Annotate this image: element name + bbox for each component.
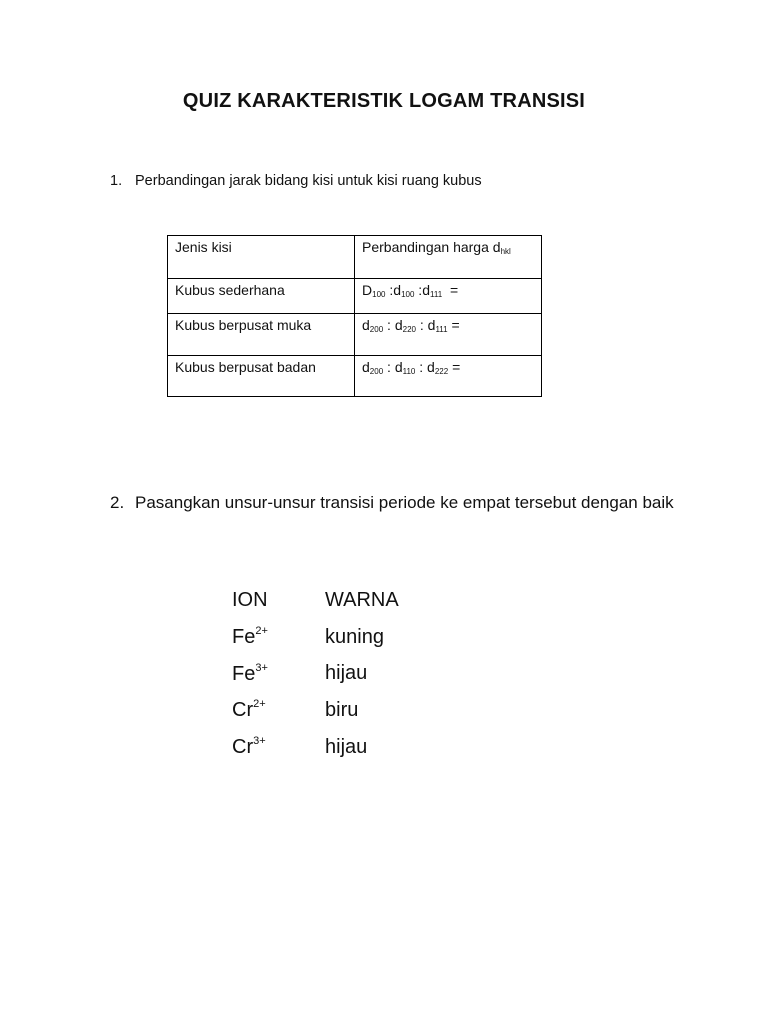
page-title: QUIZ KARAKTERISTIK LOGAM TRANSISI: [182, 90, 586, 112]
table-row: [168, 356, 542, 397]
table-header-cell: Perbandingan harga $d_{hkl}$: [355, 236, 542, 279]
ion-color-list: [232, 582, 399, 765]
question-text: Pasangkan unsur-unsur transisi periode ke empat tersebut dengan baik: [135, 493, 674, 512]
list-item: [232, 692, 399, 729]
list-item: [232, 655, 399, 692]
table-cell: $D_{100}$ $:d_{100}$ $:d_{111}$ =: [355, 279, 542, 314]
question-1: [110, 173, 482, 189]
ion-header: ION: [232, 588, 268, 611]
ion-label: $Cr^{2+}$: [232, 698, 266, 722]
table-header-row: [168, 236, 542, 279]
warna-header: WARNA: [325, 588, 399, 611]
color-label: kuning: [325, 625, 384, 648]
ion-label: $Fe^{3+}$: [232, 661, 268, 685]
color-label: biru: [325, 698, 359, 721]
list-item: [232, 729, 399, 766]
question-text: Perbandingan jarak bidang kisi untuk kisi ruang kubus: [135, 173, 482, 189]
ion-list-header: [232, 582, 399, 619]
table-cell: Kubus berpusat muka: [168, 314, 355, 356]
color-label: hijau: [325, 662, 368, 685]
ion-label: $Fe^{2+}$: [232, 625, 268, 649]
color-label: hijau: [325, 735, 368, 758]
table-cell: $d_{200}$ : $d_{110}$ : $d_{222}$ =: [355, 356, 542, 397]
question-number: 1.: [110, 173, 123, 189]
table-cell: Kubus sederhana: [168, 279, 355, 314]
lattice-table: [167, 235, 542, 397]
question-2: [110, 490, 674, 516]
table-cell: $d_{200}$ : $d_{220}$ : $d_{111}$ =: [355, 314, 542, 356]
table-row: [168, 314, 542, 356]
table-header-cell: Jenis kisi: [168, 236, 355, 279]
ion-label: $Cr^{3+}$: [232, 735, 266, 759]
table-row: [168, 279, 542, 314]
list-item: [232, 619, 399, 656]
question-number: 2.: [110, 493, 125, 512]
table-cell: Kubus berpusat badan: [168, 356, 355, 397]
